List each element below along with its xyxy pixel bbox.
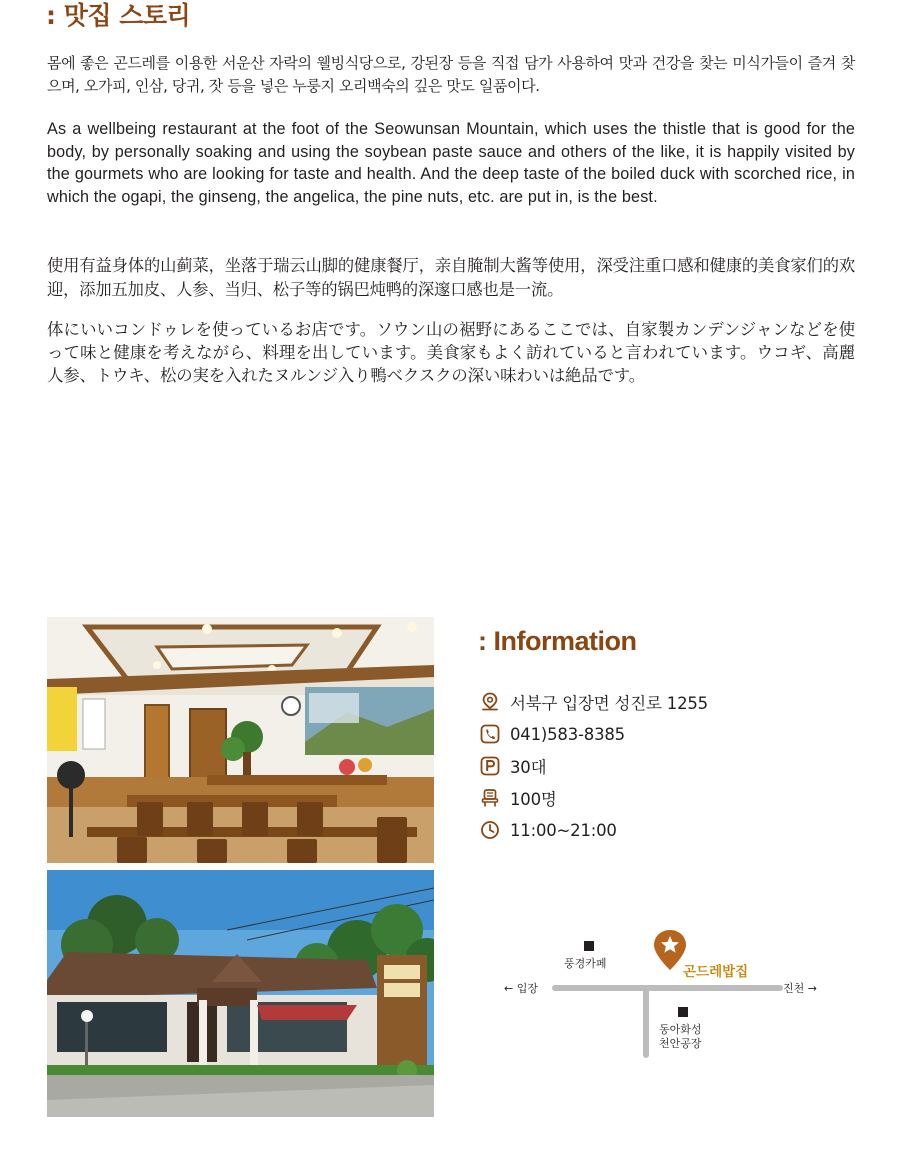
story-english-paragraph: As a wellbeing restaurant at the foot of the Seowunsan Mountain, which uses the thistle that is good for the body, by personally soaking and using the soybean paste sauce and others of the like, it is happily visited by the gourmets who are looking for taste and health. And the deep taste of the boiled duck with scorched rice, in which the ogapi, the ginseng, the angelica, the pine nuts, etc. are put in, is the best. bbox=[47, 120, 855, 206]
map-label-cafe: 풍경카페 bbox=[564, 957, 607, 970]
hours-text: 11:00~21:00 bbox=[510, 820, 617, 840]
phone-row bbox=[480, 718, 708, 750]
seats-row bbox=[480, 782, 708, 814]
factory-marker bbox=[678, 1007, 688, 1017]
parking-icon bbox=[480, 756, 500, 776]
seats-text: 100명 bbox=[510, 790, 557, 809]
cafe-marker bbox=[584, 941, 594, 951]
story-japanese-paragraph: 体にいいコンドゥレを使っているお店です。ソウン山の裾野にあるここでは、自家製カンデンジャンなどを使って味と健康を考えながら、料理を出しています。美食家もよく訪れていると言われています。ウコギ、高麗人参、トウキ、松の実を入れたヌルンジ入り鴨ベクスクの深い味わいは絶品です。 bbox=[47, 320, 855, 386]
phone-icon bbox=[480, 724, 500, 744]
address-text: 서북구 입장면 성진로 1255 bbox=[510, 694, 708, 713]
story-korean-paragraph: 몸에 좋은 곤드레를 이용한 서운산 자락의 웰빙식당으로, 강된장 등을 직접 담가 사용하여 맛과 건강을 찾는 미식가들이 즐겨 찾으며, 오가피, 인삼, 당귀, 잣 등을 넣은 누룽지 오리백숙의 깊은 맛도 일품이다. bbox=[47, 54, 855, 95]
story-title: : 맛집 스토리 bbox=[46, 1, 191, 30]
map-label-right-direction: 진천 → bbox=[783, 982, 817, 995]
map-label-factory-line2: 천안공장 bbox=[659, 1037, 702, 1050]
clock-icon bbox=[480, 820, 500, 840]
map-label-left-direction: ← 입장 bbox=[504, 982, 538, 995]
story-chinese-paragraph: 使用有益身体的山蓟菜，坐落于瑞云山脚的健康餐厅，亲自腌制大酱等使用，深受注重口感和健康的美食家们的欢迎，添加五加皮、人参、当归、松子等的锅巴炖鸭的深邃口感也是一流。 bbox=[47, 256, 855, 299]
restaurant-pin-icon bbox=[654, 930, 686, 970]
parking-row bbox=[480, 750, 708, 782]
restaurant-interior-photo bbox=[47, 617, 434, 863]
map-label-factory-line1: 동아화성 bbox=[659, 1023, 702, 1036]
information-list bbox=[480, 686, 708, 846]
hours-row bbox=[480, 814, 708, 846]
address-row bbox=[480, 686, 708, 718]
parking-text: 30대 bbox=[510, 758, 547, 777]
location-pin-icon bbox=[480, 692, 500, 712]
seat-icon bbox=[480, 788, 500, 808]
map-label-restaurant: 곤드레밥집 bbox=[683, 964, 749, 980]
phone-text: 041)583-8385 bbox=[510, 724, 625, 744]
location-map bbox=[500, 925, 840, 1065]
information-title: : Information bbox=[478, 626, 637, 656]
restaurant-exterior-photo bbox=[47, 870, 434, 1117]
